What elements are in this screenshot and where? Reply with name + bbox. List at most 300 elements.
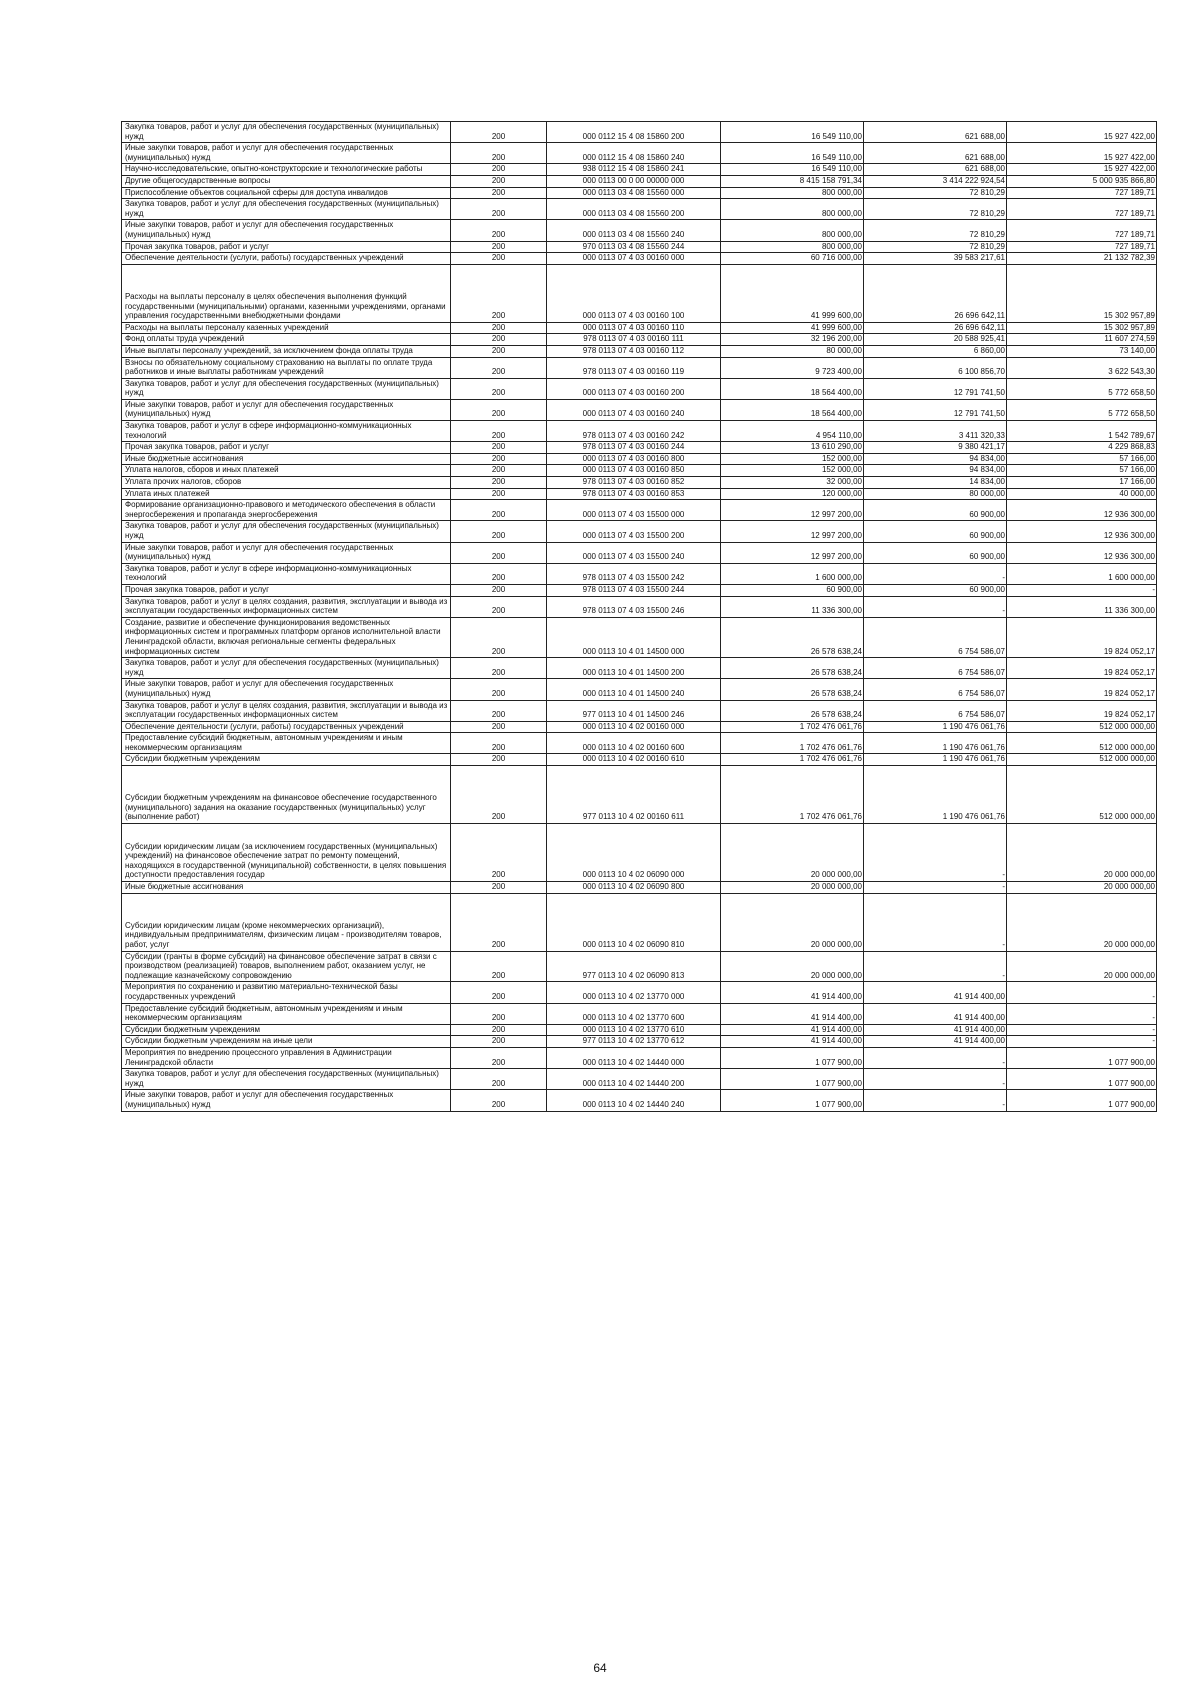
cell-approved-amount: 16 549 110,00 — [721, 164, 864, 176]
table-row — [122, 345, 1157, 357]
cell-name: Обеспечение деятельности (услуги, работы) государственных учреждений — [122, 721, 451, 733]
cell-name: Иные бюджетные ассигнования — [122, 453, 451, 465]
cell-executed-amount: 3 411 320,33 — [864, 421, 1007, 442]
cell-executed-amount: 20 588 925,41 — [864, 334, 1007, 346]
cell-approved-amount: 9 723 400,00 — [721, 357, 864, 378]
cell-classification-code: 977 0113 10 4 02 13770 612 — [547, 1036, 721, 1048]
cell-unexecuted-amount: 19 824 052,17 — [1007, 658, 1157, 679]
cell-approved-amount: 16 549 110,00 — [721, 143, 864, 164]
cell-line-code: 200 — [451, 488, 547, 500]
cell-approved-amount: 20 000 000,00 — [721, 893, 864, 951]
cell-classification-code: 970 0113 03 4 08 15560 244 — [547, 241, 721, 253]
cell-line-code: 200 — [451, 187, 547, 199]
cell-approved-amount: 20 000 000,00 — [721, 824, 864, 882]
cell-name: Иные выплаты персоналу учреждений, за исключением фонда оплаты труда — [122, 345, 451, 357]
cell-name: Фонд оплаты труда учреждений — [122, 334, 451, 346]
cell-classification-code: 000 0113 07 4 03 15500 200 — [547, 521, 721, 542]
cell-classification-code: 000 0113 10 4 02 14440 000 — [547, 1048, 721, 1069]
cell-line-code: 200 — [451, 199, 547, 220]
table-row — [122, 442, 1157, 454]
cell-unexecuted-amount: 11 336 300,00 — [1007, 596, 1157, 617]
cell-approved-amount: 20 000 000,00 — [721, 882, 864, 894]
cell-approved-amount: 32 196 200,00 — [721, 334, 864, 346]
cell-approved-amount: 26 578 638,24 — [721, 679, 864, 700]
cell-executed-amount: - — [864, 563, 1007, 584]
cell-classification-code: 000 0113 07 4 03 00160 240 — [547, 399, 721, 420]
cell-executed-amount: 6 754 586,07 — [864, 700, 1007, 721]
cell-unexecuted-amount: 12 936 300,00 — [1007, 521, 1157, 542]
cell-classification-code: 938 0112 15 4 08 15860 241 — [547, 164, 721, 176]
cell-approved-amount: 26 578 638,24 — [721, 617, 864, 657]
table-row — [122, 143, 1157, 164]
table-row — [122, 264, 1157, 322]
cell-approved-amount: 1 702 476 061,76 — [721, 733, 864, 754]
cell-classification-code: 000 0113 10 4 01 14500 240 — [547, 679, 721, 700]
table-row — [122, 241, 1157, 253]
cell-approved-amount: 4 954 110,00 — [721, 421, 864, 442]
cell-classification-code: 000 0113 10 4 02 13770 600 — [547, 1003, 721, 1024]
cell-name: Закупка товаров, работ и услуг для обеспечения государственных (муниципальных) нужд — [122, 658, 451, 679]
cell-line-code: 200 — [451, 442, 547, 454]
budget-execution-table — [121, 121, 1157, 1112]
cell-approved-amount: 1 077 900,00 — [721, 1090, 864, 1111]
table-row — [122, 721, 1157, 733]
cell-unexecuted-amount: 727 189,71 — [1007, 187, 1157, 199]
cell-name: Субсидии бюджетным учреждениям — [122, 1024, 451, 1036]
cell-classification-code: 978 0113 07 4 03 15500 246 — [547, 596, 721, 617]
cell-executed-amount: - — [864, 882, 1007, 894]
table-row — [122, 658, 1157, 679]
cell-executed-amount: 41 914 400,00 — [864, 1024, 1007, 1036]
cell-name: Расходы на выплаты персоналу в целях обеспечения выполнения функций государственными (муниципальными) органами, казенными учреждениями, органами управления государственными внебюджетными фондами — [122, 264, 451, 322]
table-row — [122, 322, 1157, 334]
cell-executed-amount: - — [864, 1069, 1007, 1090]
cell-executed-amount: 72 810,29 — [864, 241, 1007, 253]
cell-classification-code: 978 0113 07 4 03 15500 244 — [547, 584, 721, 596]
table-row — [122, 1024, 1157, 1036]
cell-line-code: 200 — [451, 700, 547, 721]
cell-unexecuted-amount: 20 000 000,00 — [1007, 951, 1157, 982]
cell-name: Предоставление субсидий бюджетным, автономным учреждениям и иным некоммерческим организациям — [122, 1003, 451, 1024]
cell-approved-amount: 60 716 000,00 — [721, 253, 864, 265]
cell-classification-code: 000 0113 00 0 00 00000 000 — [547, 175, 721, 187]
cell-name: Иные закупки товаров, работ и услуг для обеспечения государственных (муниципальных) нужд — [122, 542, 451, 563]
cell-line-code: 200 — [451, 477, 547, 489]
table-row — [122, 477, 1157, 489]
table-row — [122, 175, 1157, 187]
cell-executed-amount: 39 583 217,61 — [864, 253, 1007, 265]
table-row — [122, 334, 1157, 346]
cell-executed-amount: 72 810,29 — [864, 199, 1007, 220]
cell-line-code: 200 — [451, 617, 547, 657]
cell-name: Предоставление субсидий бюджетным, автономным учреждениям и иным некоммерческим организациям — [122, 733, 451, 754]
cell-approved-amount: 60 900,00 — [721, 584, 864, 596]
cell-executed-amount: 80 000,00 — [864, 488, 1007, 500]
cell-name: Иные закупки товаров, работ и услуг для обеспечения государственных (муниципальных) нужд — [122, 679, 451, 700]
table-row — [122, 733, 1157, 754]
cell-line-code: 200 — [451, 345, 547, 357]
cell-executed-amount: - — [864, 824, 1007, 882]
cell-approved-amount: 1 077 900,00 — [721, 1048, 864, 1069]
cell-classification-code: 978 0113 07 4 03 00160 242 — [547, 421, 721, 442]
table-row — [122, 584, 1157, 596]
cell-classification-code: 978 0113 07 4 03 00160 112 — [547, 345, 721, 357]
cell-line-code: 200 — [451, 1069, 547, 1090]
cell-executed-amount: 6 754 586,07 — [864, 617, 1007, 657]
cell-line-code: 200 — [451, 322, 547, 334]
cell-approved-amount: 12 997 200,00 — [721, 542, 864, 563]
cell-line-code: 200 — [451, 1090, 547, 1111]
cell-executed-amount: 3 414 222 924,54 — [864, 175, 1007, 187]
cell-classification-code: 000 0113 03 4 08 15560 240 — [547, 220, 721, 241]
table-row — [122, 164, 1157, 176]
cell-name: Субсидии (гранты в форме субсидий) на финансовое обеспечение затрат в связи с производством (реализацией) товаров, выполнением работ, оказанием услуг, не подлежащие казначейскому сопровождению — [122, 951, 451, 982]
cell-executed-amount: 621 688,00 — [864, 143, 1007, 164]
cell-line-code: 200 — [451, 253, 547, 265]
cell-name: Уплата налогов, сборов и иных платежей — [122, 465, 451, 477]
cell-line-code: 200 — [451, 893, 547, 951]
cell-executed-amount: 1 190 476 061,76 — [864, 733, 1007, 754]
table-row — [122, 199, 1157, 220]
cell-name: Приспособление объектов социальной сферы для доступа инвалидов — [122, 187, 451, 199]
cell-line-code: 200 — [451, 658, 547, 679]
table-row — [122, 824, 1157, 882]
cell-classification-code: 000 0113 07 4 03 00160 000 — [547, 253, 721, 265]
cell-unexecuted-amount: 3 622 543,30 — [1007, 357, 1157, 378]
table-row — [122, 187, 1157, 199]
cell-unexecuted-amount: 4 229 868,83 — [1007, 442, 1157, 454]
cell-name: Иные закупки товаров, работ и услуг для обеспечения государственных (муниципальных) нужд — [122, 143, 451, 164]
cell-classification-code: 000 0113 07 4 03 15500 240 — [547, 542, 721, 563]
cell-name: Субсидии юридическим лицам (кроме некоммерческих организаций), индивидуальным предпринимателям, физическим лицам - производителям товаров, работ, услуг — [122, 893, 451, 951]
cell-classification-code: 000 0113 10 4 02 06090 810 — [547, 893, 721, 951]
cell-executed-amount: 60 900,00 — [864, 584, 1007, 596]
cell-executed-amount: - — [864, 1090, 1007, 1111]
cell-unexecuted-amount: 20 000 000,00 — [1007, 824, 1157, 882]
cell-line-code: 200 — [451, 721, 547, 733]
cell-executed-amount: - — [864, 893, 1007, 951]
cell-line-code: 200 — [451, 766, 547, 824]
cell-approved-amount: 800 000,00 — [721, 241, 864, 253]
cell-approved-amount: 41 999 600,00 — [721, 264, 864, 322]
cell-line-code: 200 — [451, 453, 547, 465]
table-row — [122, 893, 1157, 951]
cell-line-code: 200 — [451, 421, 547, 442]
cell-unexecuted-amount: 512 000 000,00 — [1007, 766, 1157, 824]
cell-unexecuted-amount: 57 166,00 — [1007, 465, 1157, 477]
cell-unexecuted-amount: 5 772 658,50 — [1007, 378, 1157, 399]
table-row — [122, 421, 1157, 442]
table-row — [122, 465, 1157, 477]
cell-classification-code: 000 0113 07 4 03 15500 000 — [547, 500, 721, 521]
cell-unexecuted-amount: 15 302 957,89 — [1007, 264, 1157, 322]
cell-unexecuted-amount: 57 166,00 — [1007, 453, 1157, 465]
cell-classification-code: 000 0113 10 4 02 00160 600 — [547, 733, 721, 754]
cell-name: Мероприятия по внедрению процессного управления в Администрации Ленинградской области — [122, 1048, 451, 1069]
cell-name: Иные закупки товаров, работ и услуг для обеспечения государственных (муниципальных) нужд — [122, 399, 451, 420]
cell-line-code: 200 — [451, 982, 547, 1003]
cell-unexecuted-amount: - — [1007, 584, 1157, 596]
cell-classification-code: 978 0113 07 4 03 00160 244 — [547, 442, 721, 454]
cell-name: Субсидии бюджетным учреждениям на финансовое обеспечение государственного (муниципального) задания на оказание государственных (муниципальных) услуг (выполнение работ) — [122, 766, 451, 824]
table-row — [122, 253, 1157, 265]
cell-name: Закупка товаров, работ и услуг для обеспечения государственных (муниципальных) нужд — [122, 378, 451, 399]
cell-line-code: 200 — [451, 143, 547, 164]
cell-name: Взносы по обязательному социальному страхованию на выплаты по оплате труда работников и иные выплаты работникам учреждений — [122, 357, 451, 378]
table-row — [122, 617, 1157, 657]
cell-name: Закупка товаров, работ и услуг в сфере информационно-коммуникационных технологий — [122, 421, 451, 442]
cell-approved-amount: 41 914 400,00 — [721, 1003, 864, 1024]
cell-unexecuted-amount: 17 166,00 — [1007, 477, 1157, 489]
cell-approved-amount: 120 000,00 — [721, 488, 864, 500]
table-body — [122, 122, 1157, 1112]
cell-classification-code: 000 0113 10 4 01 14500 000 — [547, 617, 721, 657]
table-row — [122, 542, 1157, 563]
cell-name: Уплата иных платежей — [122, 488, 451, 500]
cell-name: Уплата прочих налогов, сборов — [122, 477, 451, 489]
table-row — [122, 882, 1157, 894]
cell-line-code: 200 — [451, 824, 547, 882]
cell-name: Субсидии бюджетным учреждениям на иные цели — [122, 1036, 451, 1048]
cell-unexecuted-amount: - — [1007, 1024, 1157, 1036]
cell-unexecuted-amount: 512 000 000,00 — [1007, 733, 1157, 754]
cell-line-code: 200 — [451, 264, 547, 322]
cell-classification-code: 000 0113 07 4 03 00160 110 — [547, 322, 721, 334]
cell-approved-amount: 1 702 476 061,76 — [721, 754, 864, 766]
cell-classification-code: 000 0113 07 4 03 00160 100 — [547, 264, 721, 322]
cell-line-code: 200 — [451, 500, 547, 521]
cell-name: Закупка товаров, работ и услуг для обеспечения государственных (муниципальных) нужд — [122, 1069, 451, 1090]
cell-executed-amount: 1 190 476 061,76 — [864, 721, 1007, 733]
cell-approved-amount: 11 336 300,00 — [721, 596, 864, 617]
cell-classification-code: 000 0112 15 4 08 15860 240 — [547, 143, 721, 164]
cell-approved-amount: 80 000,00 — [721, 345, 864, 357]
table-row — [122, 596, 1157, 617]
table-row — [122, 982, 1157, 1003]
cell-unexecuted-amount: 15 927 422,00 — [1007, 122, 1157, 143]
cell-name: Прочая закупка товаров, работ и услуг — [122, 241, 451, 253]
table-row — [122, 1069, 1157, 1090]
cell-approved-amount: 800 000,00 — [721, 199, 864, 220]
cell-unexecuted-amount: 19 824 052,17 — [1007, 617, 1157, 657]
cell-line-code: 200 — [451, 754, 547, 766]
cell-unexecuted-amount: 11 607 274,59 — [1007, 334, 1157, 346]
table-row — [122, 1048, 1157, 1069]
cell-line-code: 200 — [451, 175, 547, 187]
cell-approved-amount: 800 000,00 — [721, 187, 864, 199]
cell-unexecuted-amount: 512 000 000,00 — [1007, 721, 1157, 733]
cell-name: Иные закупки товаров, работ и услуг для обеспечения государственных (муниципальных) нужд — [122, 220, 451, 241]
cell-approved-amount: 152 000,00 — [721, 465, 864, 477]
cell-approved-amount: 18 564 400,00 — [721, 399, 864, 420]
cell-executed-amount: 72 810,29 — [864, 220, 1007, 241]
cell-executed-amount: 94 834,00 — [864, 465, 1007, 477]
cell-executed-amount: 12 791 741,50 — [864, 399, 1007, 420]
cell-unexecuted-amount: 727 189,71 — [1007, 199, 1157, 220]
cell-classification-code: 978 0113 07 4 03 00160 852 — [547, 477, 721, 489]
cell-classification-code: 977 0113 10 4 02 00160 611 — [547, 766, 721, 824]
cell-unexecuted-amount: 15 927 422,00 — [1007, 164, 1157, 176]
cell-line-code: 200 — [451, 1048, 547, 1069]
cell-approved-amount: 1 702 476 061,76 — [721, 766, 864, 824]
cell-approved-amount: 41 914 400,00 — [721, 1024, 864, 1036]
cell-name: Прочая закупка товаров, работ и услуг — [122, 442, 451, 454]
cell-classification-code: 977 0113 10 4 01 14500 246 — [547, 700, 721, 721]
cell-approved-amount: 20 000 000,00 — [721, 951, 864, 982]
cell-approved-amount: 13 610 290,00 — [721, 442, 864, 454]
cell-approved-amount: 1 077 900,00 — [721, 1069, 864, 1090]
cell-unexecuted-amount: 15 927 422,00 — [1007, 143, 1157, 164]
cell-classification-code: 000 0113 10 4 02 00160 610 — [547, 754, 721, 766]
table-row — [122, 951, 1157, 982]
table-row — [122, 357, 1157, 378]
cell-classification-code: 000 0113 10 4 02 00160 000 — [547, 721, 721, 733]
cell-executed-amount: 621 688,00 — [864, 164, 1007, 176]
cell-name: Закупка товаров, работ и услуг для обеспечения государственных (муниципальных) нужд — [122, 521, 451, 542]
cell-unexecuted-amount: 20 000 000,00 — [1007, 893, 1157, 951]
cell-classification-code: 000 0113 07 4 03 00160 850 — [547, 465, 721, 477]
table-row — [122, 754, 1157, 766]
cell-unexecuted-amount: 19 824 052,17 — [1007, 679, 1157, 700]
cell-unexecuted-amount: 5 000 935 866,80 — [1007, 175, 1157, 187]
cell-unexecuted-amount: 5 772 658,50 — [1007, 399, 1157, 420]
cell-classification-code: 978 0113 07 4 03 15500 242 — [547, 563, 721, 584]
cell-executed-amount: - — [864, 596, 1007, 617]
cell-unexecuted-amount: 727 189,71 — [1007, 220, 1157, 241]
cell-name: Иные бюджетные ассигнования — [122, 882, 451, 894]
cell-classification-code: 000 0113 10 4 02 06090 000 — [547, 824, 721, 882]
cell-classification-code: 000 0113 03 4 08 15560 000 — [547, 187, 721, 199]
cell-line-code: 200 — [451, 399, 547, 420]
cell-name: Научно-исследовательские, опытно-конструкторские и технологические работы — [122, 164, 451, 176]
cell-line-code: 200 — [451, 951, 547, 982]
cell-name: Прочая закупка товаров, работ и услуг — [122, 584, 451, 596]
cell-line-code: 200 — [451, 521, 547, 542]
cell-classification-code: 000 0113 10 4 02 13770 000 — [547, 982, 721, 1003]
cell-approved-amount: 800 000,00 — [721, 220, 864, 241]
cell-executed-amount: 41 914 400,00 — [864, 982, 1007, 1003]
cell-line-code: 200 — [451, 563, 547, 584]
cell-line-code: 200 — [451, 596, 547, 617]
table-row — [122, 700, 1157, 721]
cell-approved-amount: 152 000,00 — [721, 453, 864, 465]
cell-executed-amount: 26 696 642,11 — [864, 322, 1007, 334]
cell-unexecuted-amount: 1 077 900,00 — [1007, 1048, 1157, 1069]
cell-line-code: 200 — [451, 241, 547, 253]
cell-classification-code: 000 0113 10 4 02 14440 240 — [547, 1090, 721, 1111]
cell-line-code: 200 — [451, 733, 547, 754]
cell-name: Другие общегосударственные вопросы — [122, 175, 451, 187]
cell-line-code: 200 — [451, 334, 547, 346]
cell-name: Закупка товаров, работ и услуг в сфере информационно-коммуникационных технологий — [122, 563, 451, 584]
table-row — [122, 399, 1157, 420]
cell-name: Закупка товаров, работ и услуг в целях создания, развития, эксплуатации и вывода из эксплуатации государственных информационных систем — [122, 700, 451, 721]
cell-line-code: 200 — [451, 164, 547, 176]
table-row — [122, 122, 1157, 143]
cell-line-code: 200 — [451, 882, 547, 894]
table-row — [122, 1036, 1157, 1048]
cell-line-code: 200 — [451, 1024, 547, 1036]
cell-unexecuted-amount: 1 077 900,00 — [1007, 1069, 1157, 1090]
cell-unexecuted-amount: 1 077 900,00 — [1007, 1090, 1157, 1111]
cell-unexecuted-amount: 1 542 789,67 — [1007, 421, 1157, 442]
cell-unexecuted-amount: 40 000,00 — [1007, 488, 1157, 500]
cell-classification-code: 978 0113 07 4 03 00160 111 — [547, 334, 721, 346]
cell-executed-amount: 41 914 400,00 — [864, 1003, 1007, 1024]
table-row — [122, 220, 1157, 241]
cell-executed-amount: 6 860,00 — [864, 345, 1007, 357]
cell-line-code: 200 — [451, 584, 547, 596]
table-row — [122, 378, 1157, 399]
cell-approved-amount: 8 415 158 791,34 — [721, 175, 864, 187]
cell-line-code: 200 — [451, 378, 547, 399]
cell-unexecuted-amount: 73 140,00 — [1007, 345, 1157, 357]
cell-classification-code: 978 0113 07 4 03 00160 119 — [547, 357, 721, 378]
cell-name: Иные закупки товаров, работ и услуг для обеспечения государственных (муниципальных) нужд — [122, 1090, 451, 1111]
table-row — [122, 563, 1157, 584]
cell-executed-amount: 60 900,00 — [864, 500, 1007, 521]
cell-unexecuted-amount: 727 189,71 — [1007, 241, 1157, 253]
cell-executed-amount: 60 900,00 — [864, 542, 1007, 563]
cell-classification-code: 000 0113 07 4 03 00160 200 — [547, 378, 721, 399]
table-row — [122, 500, 1157, 521]
cell-name: Закупка товаров, работ и услуг для обеспечения государственных (муниципальных) нужд — [122, 199, 451, 220]
cell-classification-code: 977 0113 10 4 02 06090 813 — [547, 951, 721, 982]
cell-approved-amount: 16 549 110,00 — [721, 122, 864, 143]
cell-executed-amount: 12 791 741,50 — [864, 378, 1007, 399]
cell-executed-amount: 14 834,00 — [864, 477, 1007, 489]
table-row — [122, 679, 1157, 700]
cell-name: Обеспечение деятельности (услуги, работы) государственных учреждений — [122, 253, 451, 265]
table-row — [122, 1090, 1157, 1111]
cell-name: Закупка товаров, работ и услуг в целях создания, развития, эксплуатации и вывода из эксплуатации государственных информационных систем — [122, 596, 451, 617]
cell-unexecuted-amount: 15 302 957,89 — [1007, 322, 1157, 334]
cell-approved-amount: 12 997 200,00 — [721, 500, 864, 521]
cell-approved-amount: 32 000,00 — [721, 477, 864, 489]
cell-classification-code: 978 0113 07 4 03 00160 853 — [547, 488, 721, 500]
cell-executed-amount: 60 900,00 — [864, 521, 1007, 542]
cell-classification-code: 000 0113 10 4 02 13770 610 — [547, 1024, 721, 1036]
cell-classification-code: 000 0113 03 4 08 15560 200 — [547, 199, 721, 220]
cell-unexecuted-amount: - — [1007, 982, 1157, 1003]
table-row — [122, 488, 1157, 500]
cell-executed-amount: 41 914 400,00 — [864, 1036, 1007, 1048]
cell-classification-code: 000 0113 10 4 02 06090 800 — [547, 882, 721, 894]
cell-line-code: 200 — [451, 122, 547, 143]
cell-unexecuted-amount: 19 824 052,17 — [1007, 700, 1157, 721]
cell-approved-amount: 12 997 200,00 — [721, 521, 864, 542]
cell-line-code: 200 — [451, 1036, 547, 1048]
cell-approved-amount: 18 564 400,00 — [721, 378, 864, 399]
table-row — [122, 521, 1157, 542]
cell-executed-amount: 26 696 642,11 — [864, 264, 1007, 322]
cell-unexecuted-amount: 1 600 000,00 — [1007, 563, 1157, 584]
cell-executed-amount: 1 190 476 061,76 — [864, 754, 1007, 766]
cell-approved-amount: 1 600 000,00 — [721, 563, 864, 584]
cell-classification-code: 000 0113 10 4 01 14500 200 — [547, 658, 721, 679]
cell-line-code: 200 — [451, 1003, 547, 1024]
cell-unexecuted-amount: 12 936 300,00 — [1007, 500, 1157, 521]
cell-executed-amount: 9 380 421,17 — [864, 442, 1007, 454]
cell-classification-code: 000 0113 10 4 02 14440 200 — [547, 1069, 721, 1090]
cell-approved-amount: 41 914 400,00 — [721, 982, 864, 1003]
cell-classification-code: 000 0112 15 4 08 15860 200 — [547, 122, 721, 143]
cell-line-code: 200 — [451, 357, 547, 378]
cell-line-code: 200 — [451, 542, 547, 563]
cell-name: Субсидии юридическим лицам (за исключением государственных (муниципальных) учреждений) на финансовое обеспечение затрат по ремонту помещений, находящихся в государственной (муниципальной) собственности, в целях повышения доступности предоставления государ — [122, 824, 451, 882]
cell-name: Закупка товаров, работ и услуг для обеспечения государственных (муниципальных) нужд — [122, 122, 451, 143]
table-row — [122, 1003, 1157, 1024]
